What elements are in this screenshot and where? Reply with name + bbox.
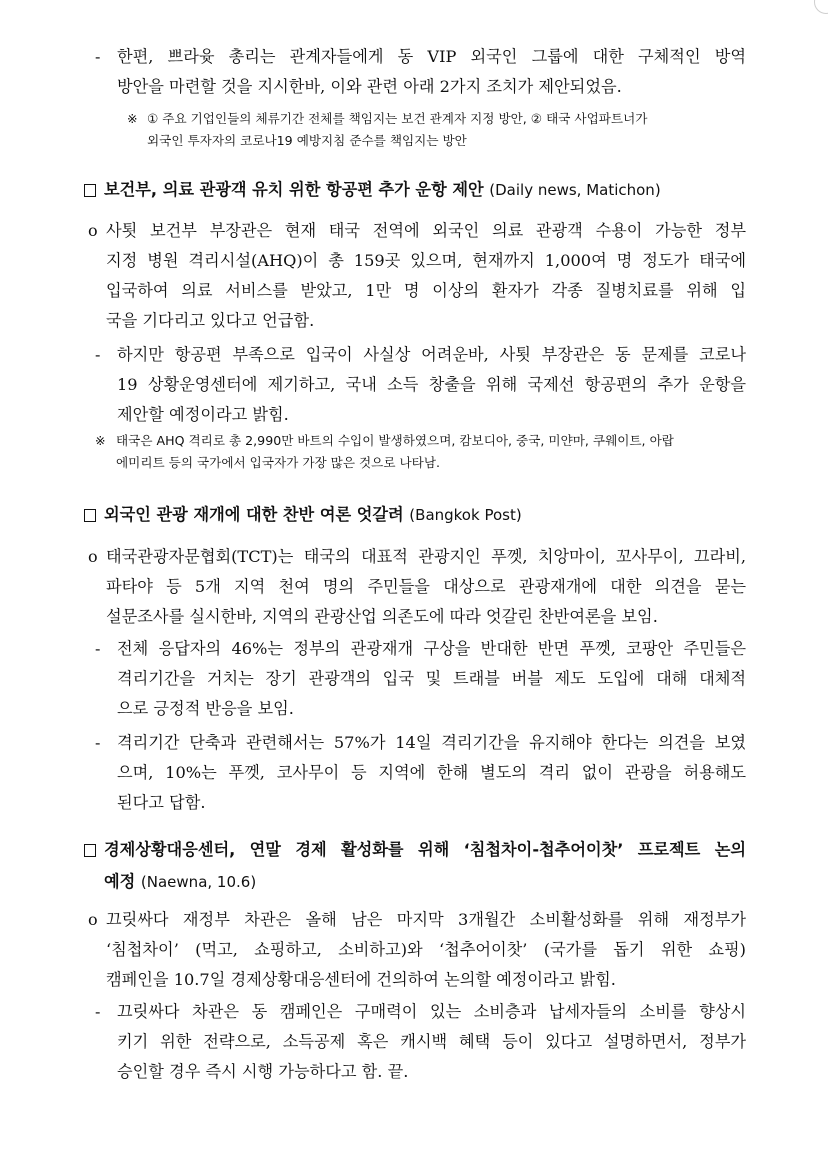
section-heading-tourism-reopening: 외국인 관광 재개에 대한 찬반 여론 엇갈려 (Bangkok Post) [104, 505, 522, 524]
heading-source: (Daily news, Matichon) [489, 181, 661, 199]
heading-source: (Naewna, 10.6) [140, 873, 257, 891]
note-mark: ※ [95, 433, 106, 448]
paragraph-campaign-proposal: 끄릿싸다 재정부 차관은 올해 남은 마지막 3개월간 소비활성화를 위해 재정부가 ‘침첩차이’ (먹고, 쇼핑하고, 소비하고)와 ‘첩추어이찻’ (국가를 돕기 위한 쇼핑) 캠페인을 10.7일 경제상황대응센터에 건의하여 논의할 예정이라고 밝힘. [106, 910, 746, 989]
page-corner-mark [814, 0, 828, 14]
circle-bullet: o [88, 221, 98, 240]
paragraph-tct-survey: 태국관광자문협회(TCT)는 태국의 대표적 관광지인 푸껫, 치앙마이, 꼬사무이, 끄라비, 파타야 등 5개 지역 천여 명의 주민들을 대상으로 관광재개에 대한 의견을 묻는 설문조사를 실시한바, 지역의 관광산업 의존도에 따라 엇갈린 찬반여론을 보임. [106, 547, 746, 626]
paragraph-quarantine-period: 격리기간 단축과 관련해서는 57%가 14일 격리기간을 유지해야 한다는 의견을 보였 으며, 10%는 푸껫, 코사무이 등 지역에 한해 별도의 격리 없이 관광을 허용해도 된다고 답함. [117, 733, 746, 812]
note-ahq-revenue: 태국은 AHQ 격리로 총 2,990만 바트의 수입이 발생하였으며, 캄보디아, 중국, 미얀마, 쿠웨이트, 아랍 에미리트 등의 국가에서 입국자가 가장 많은 것으로 나타남. [116, 433, 674, 470]
paragraph-survey-opposition: 전체 응답자의 46%는 정부의 관광재개 구상을 반대한 반면 푸껫, 코팡안 주민들은 격리기간을 거치는 장기 관광객의 입국 및 트래블 버블 제도 도입에 대해 대체적 으로 긍정적 반응을 보임. [117, 639, 746, 718]
dash-bullet: - [95, 47, 101, 66]
heading-source: (Bangkok Post) [409, 506, 522, 524]
section-heading-medical-tourism: 보건부, 의료 관광객 유치 위한 항공편 추가 운항 제안 (Daily news, Matichon) [104, 180, 661, 199]
section-heading-consumption-campaign: 경제상황대응센터, 연말 경제 활성화를 위해 ‘침첩차이-첩추어이찻’ 프로젝트 논의 예정 (Naewna, 10.6) [104, 840, 746, 891]
section-checkbox-icon [84, 844, 96, 857]
note-mark: ※ [127, 111, 138, 126]
section-checkbox-icon [84, 509, 96, 522]
dash-bullet: - [95, 1002, 101, 1021]
paragraph-campaign-strategy: 끄릿싸다 차관은 동 캠페인은 구매력이 있는 소비층과 납세자들의 소비를 향상시 키기 위한 전략으로, 소득공제 혹은 캐시백 혜택 등이 있다고 설명하면서, 정부가 승인할 경우 즉시 시행 가능하다고 함. 끝. [117, 1002, 746, 1081]
circle-bullet: o [88, 910, 98, 929]
section-checkbox-icon [84, 184, 96, 197]
dash-bullet: - [95, 733, 101, 752]
paragraph-flight-shortage: 하지만 항공편 부족으로 입국이 사실상 어려운바, 사툇 부장관은 동 문제를 코로나 19 상황운영센터에 제기하고, 국내 소득 창출을 위해 국제선 항공편의 추가 운항을 제안할 예정이라고 밝힘. [117, 345, 746, 424]
paragraph-vip-quarantine: 한편, 쁘라윳 총리는 관계자들에게 동 VIP 외국인 그룹에 대한 구체적인 방역 방안을 마련할 것을 지시한바, 이와 관련 아래 2가지 조치가 제안되었음. [117, 47, 746, 96]
note-two-measures: ① 주요 기업인들의 체류기간 전체를 책임지는 보건 관계자 지정 방안, ② 태국 사업파트너가 외국인 투자자의 코로나19 예방지침 준수를 책임지는 방안 [147, 111, 648, 148]
dash-bullet: - [95, 639, 101, 658]
dash-bullet: - [95, 345, 101, 364]
circle-bullet: o [88, 547, 98, 566]
paragraph-ahq-facilities: 사툇 보건부 부장관은 현재 태국 전역에 외국인 의료 관광객 수용이 가능한 정부 지정 병원 격리시설(AHQ)이 총 159곳 있으며, 현재까지 1,000여 명 정도가 태국에 입국하여 의료 서비스를 받았고, 1만 명 이상의 환자가 각종 질병치료를 위해 입 국을 기다리고 있다고 언급함. [106, 221, 746, 330]
